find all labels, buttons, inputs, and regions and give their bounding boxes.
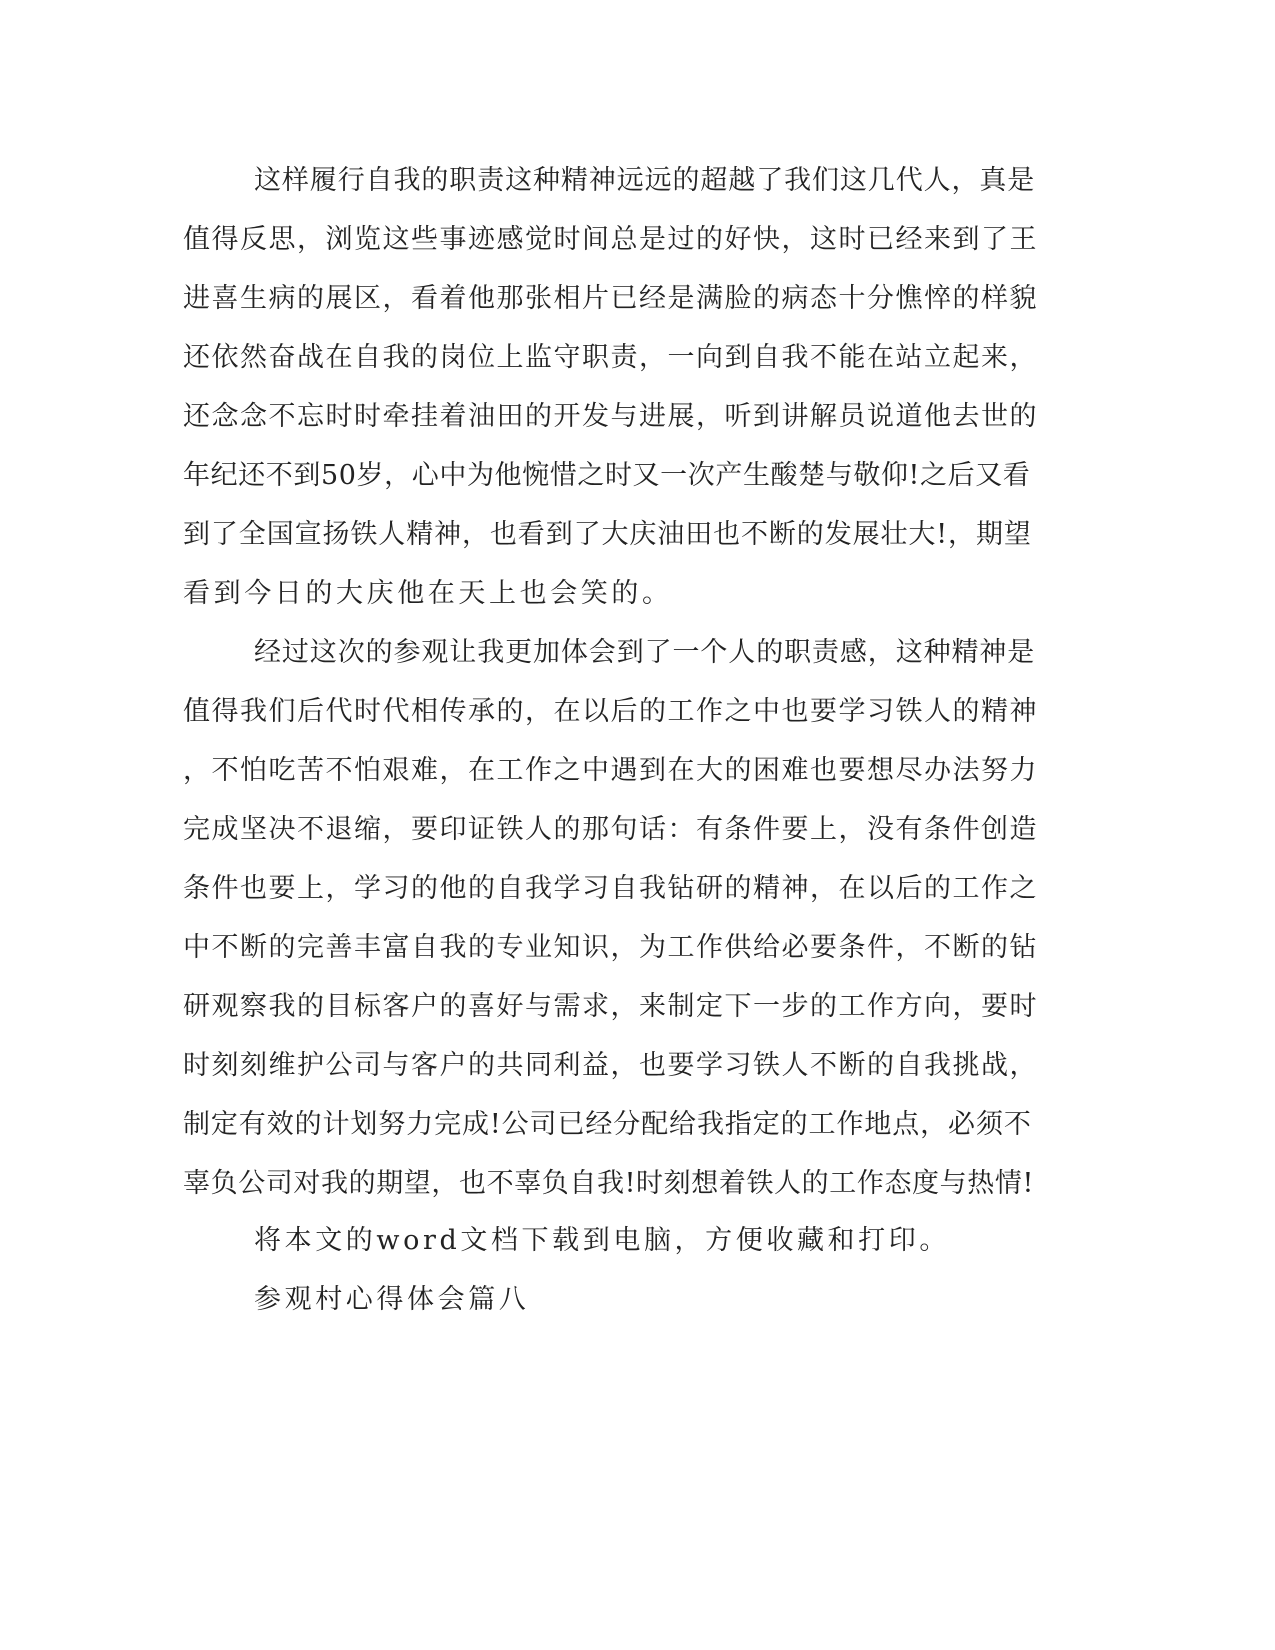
paragraph-1-line-8: 看到今日的大庆他在天上也会笑的。	[183, 578, 673, 609]
paragraph-1-line-7: 到了全国宣扬铁人精神，也看到了大庆油田也不断的发展壮大!，期望	[183, 519, 1032, 550]
paragraph-2-line-8: 时刻刻维护公司与客户的共同利益，也要学习铁人不断的自我挑战，	[183, 1050, 1038, 1081]
section-heading: 参观村心得体会篇八	[254, 1284, 530, 1315]
paragraph-2-line-5: 条件也要上，学习的他的自我学习自我钻研的精神，在以后的工作之	[183, 873, 1038, 904]
paragraph-2-line-1: 经过这次的参观让我更加体会到了一个人的职责感，这种精神是	[254, 637, 1036, 668]
paragraph-2-line-10: 辜负公司对我的期望，也不辜负自我!时刻想着铁人的工作态度与热情!	[183, 1168, 1034, 1199]
paragraph-2-line-4: 完成坚决不退缩，要印证铁人的那句话：有条件要上，没有条件创造	[183, 814, 1038, 845]
paragraph-1-line-1: 这样履行自我的职责这种精神远远的超越了我们这几代人，真是	[254, 165, 1036, 196]
download-note: 将本文的word文档下载到电脑，方便收藏和打印。	[254, 1225, 950, 1256]
paragraph-2-line-2: 值得我们后代时代相传承的，在以后的工作之中也要学习铁人的精神	[183, 696, 1038, 727]
paragraph-2-line-9: 制定有效的计划努力完成!公司已经分配给我指定的工作地点，必须不	[183, 1109, 1032, 1140]
paragraph-1-line-4: 还依然奋战在自我的岗位上监守职责，一向到自我不能在站立起来，	[183, 342, 1038, 373]
paragraph-2-line-3: ，不怕吃苦不怕艰难，在工作之中遇到在大的困难也要想尽办法努力	[183, 755, 1038, 786]
paragraph-2-line-7: 研观察我的目标客户的喜好与需求，来制定下一步的工作方向，要时	[183, 991, 1038, 1022]
paragraph-1-line-3: 进喜生病的展区，看着他那张相片已经是满脸的病态十分憔悴的样貌	[183, 283, 1038, 314]
paragraph-1-line-6: 年纪还不到50岁，心中为他惋惜之时又一次产生酸楚与敬仰!之后又看	[183, 460, 1031, 491]
paragraph-1-line-5: 还念念不忘时时牵挂着油田的开发与进展，听到讲解员说道他去世的	[183, 401, 1038, 432]
paragraph-2-line-6: 中不断的完善丰富自我的专业知识，为工作供给必要条件，不断的钻	[183, 932, 1038, 963]
paragraph-1-line-2: 值得反思，浏览这些事迹感觉时间总是过的好快，这时已经来到了王	[183, 224, 1038, 255]
